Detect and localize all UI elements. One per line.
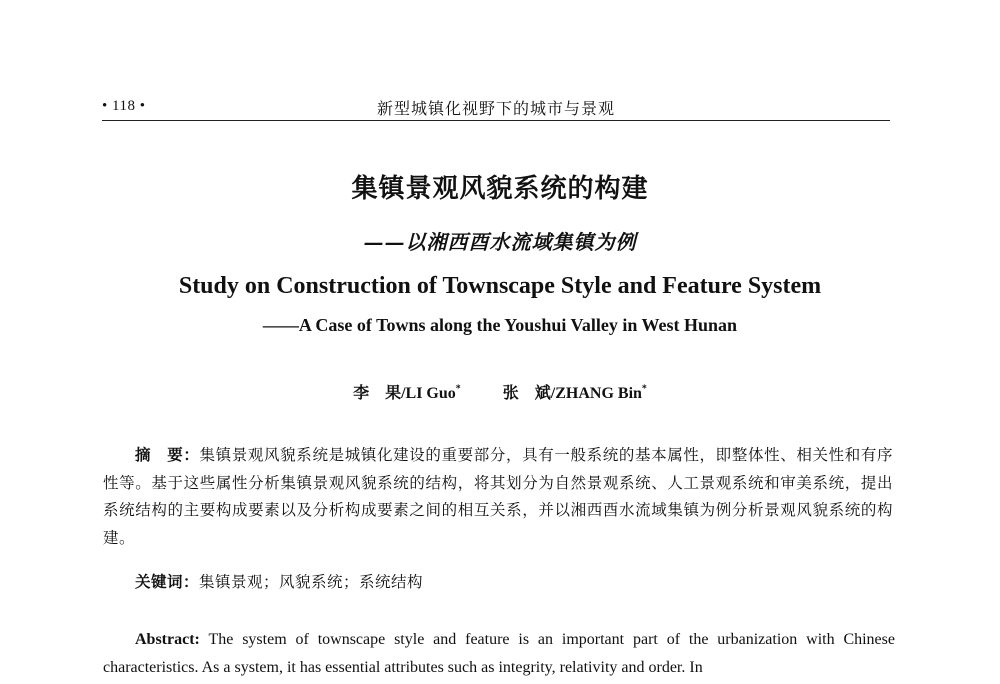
abstract-cn [103,442,893,552]
author-li-guo [353,380,461,403]
keywords-cn [135,570,895,592]
abstract-en-label: Abstract: [135,631,200,648]
running-header [102,96,890,121]
abstract-en-text: The system of townscape style and feature is an important part of the urbanization with Chinese characteristics. As a system, it has essential attributes such as integrity, relativity and order. In [103,631,895,676]
running-title: 新型城镇化视野下的城市与景观 [376,99,615,118]
keywords-cn-text: 集镇景观；风貌系统；系统结构 [199,573,424,591]
author-name: 李 果/LI Guo [353,385,456,402]
author-name: 张 斌/ZHANG Bin [502,385,642,402]
author-zhang-bin [503,380,647,403]
author-list [0,380,1000,403]
page-number: • 118 • [102,98,146,114]
paper-title-cn: 集镇景观风貌系统的构建 [351,174,649,204]
keywords-cn-label: 关键词： [135,573,200,591]
paper-title-en: Study on Construction of Townscape Style and Feature System [178,273,822,299]
abstract-cn-text: 集镇景观风貌系统是城镇化建设的重要部分，具有一般系统的基本属性，即整体性、相关性和有序性等。基于这些属性分析集镇景观风貌系统的结构，将其划分为自然景观系统、人工景观系统和审美系统，提出系统结构的主要构成要素以及分析构成要素之间的相互关系，并以湘西酉水流域集镇为例分析景观风貌系统的构建。 [103,446,893,547]
paper-subtitle-cn: ——以湘西酉水流域集镇为例 [363,230,637,254]
paper-subtitle-en: ——A Case of Towns along the Youshui Valley in West Hunan [262,315,738,335]
author-footnote-mark: * [641,383,647,395]
abstract-en [103,626,895,682]
author-footnote-mark: * [455,383,461,395]
abstract-cn-label: 摘 要： [135,446,200,464]
